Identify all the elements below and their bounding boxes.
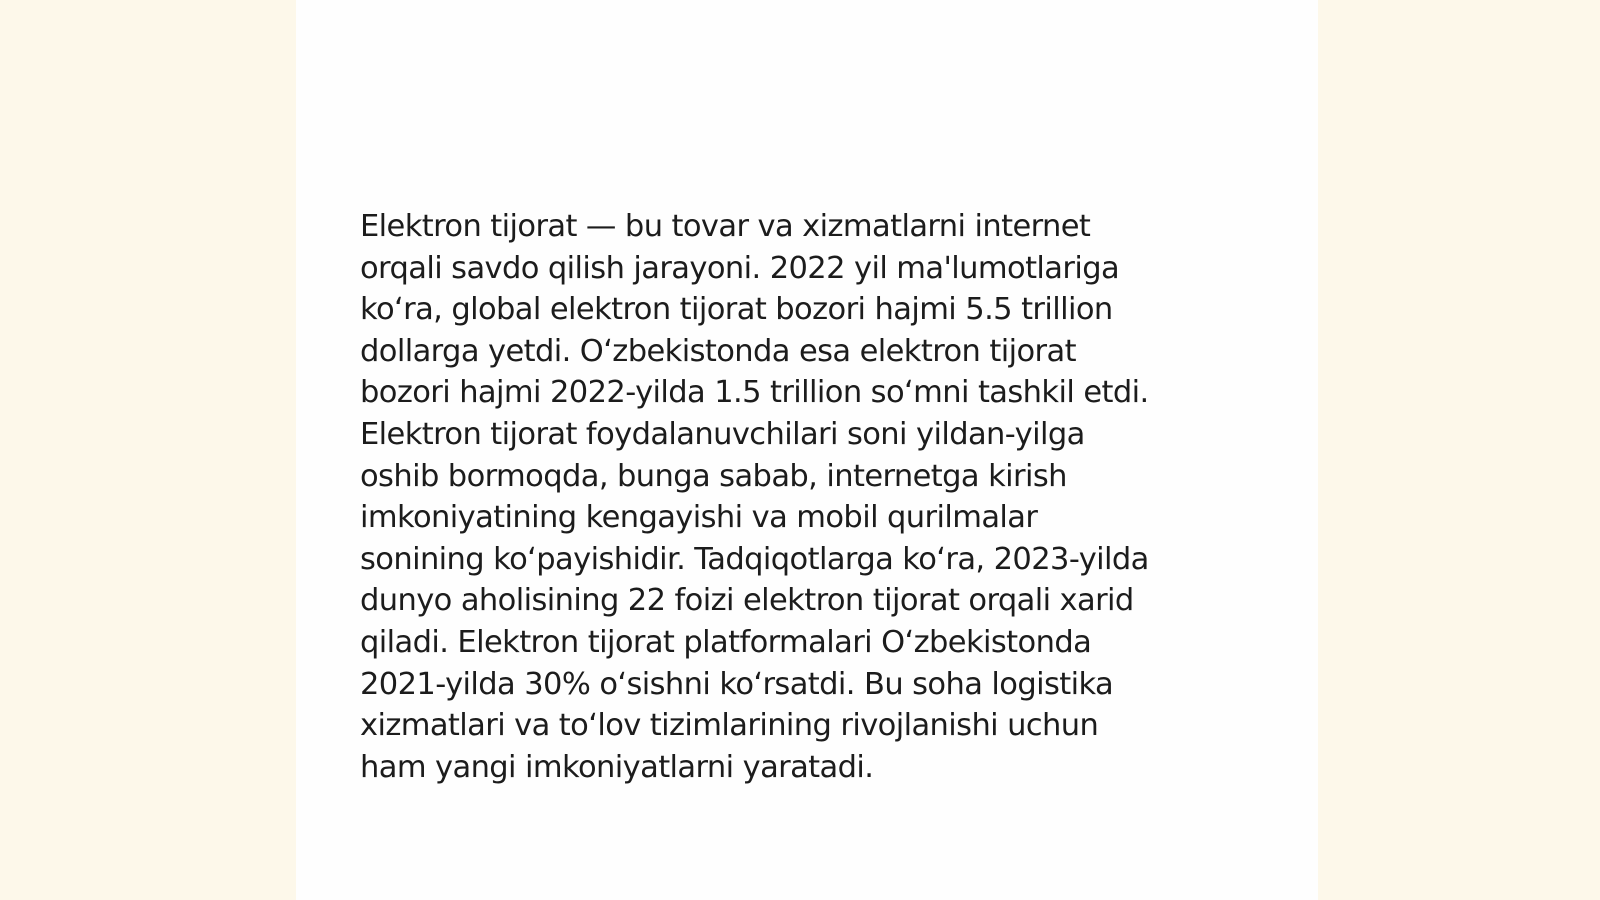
paragraph-line: orqali savdo qilish jarayoni. 2022 yil ma'lumotlariga — [360, 250, 1120, 286]
paragraph-line: koʻra, global elektron tijorat bozori hajmi 5.5 trillion — [360, 292, 1113, 328]
paragraph-line: oshib bormoqda, bunga sabab, internetga kirish — [360, 458, 1067, 494]
body-paragraph — [360, 206, 1240, 788]
paragraph-line: ham yangi imkoniyatlarni yaratadi. — [360, 749, 874, 785]
paragraph-line: sonining koʻpayishidir. Tadqiqotlarga koʻra, 2023-yilda — [360, 541, 1149, 577]
paragraph-line: qiladi. Elektron tijorat platformalari Oʻzbekistonda — [360, 624, 1092, 660]
paragraph-line: Elektron tijorat — bu tovar va xizmatlarni internet — [360, 209, 1091, 244]
paragraph-line: Elektron tijorat foydalanuvchilari soni yildan-yilga — [360, 416, 1085, 452]
paragraph-line: dunyo aholisining 22 foizi elektron tijorat orqali xarid — [360, 583, 1134, 619]
paragraph-line: imkoniyatining kengayishi va mobil qurilmalar — [360, 500, 1038, 536]
paragraph-line: xizmatlari va toʻlov tizimlarining rivojlanishi uchun — [360, 708, 1099, 744]
paragraph-line: dollarga yetdi. Oʻzbekistonda esa elektron tijorat — [360, 333, 1076, 369]
paragraph-line: 2021-yilda 30% oʻsishni koʻrsatdi. Bu soha logistika — [360, 666, 1114, 702]
document-page — [296, 0, 1318, 900]
paragraph-line: bozori hajmi 2022-yilda 1.5 trillion soʻmni tashkil etdi. — [360, 375, 1149, 411]
